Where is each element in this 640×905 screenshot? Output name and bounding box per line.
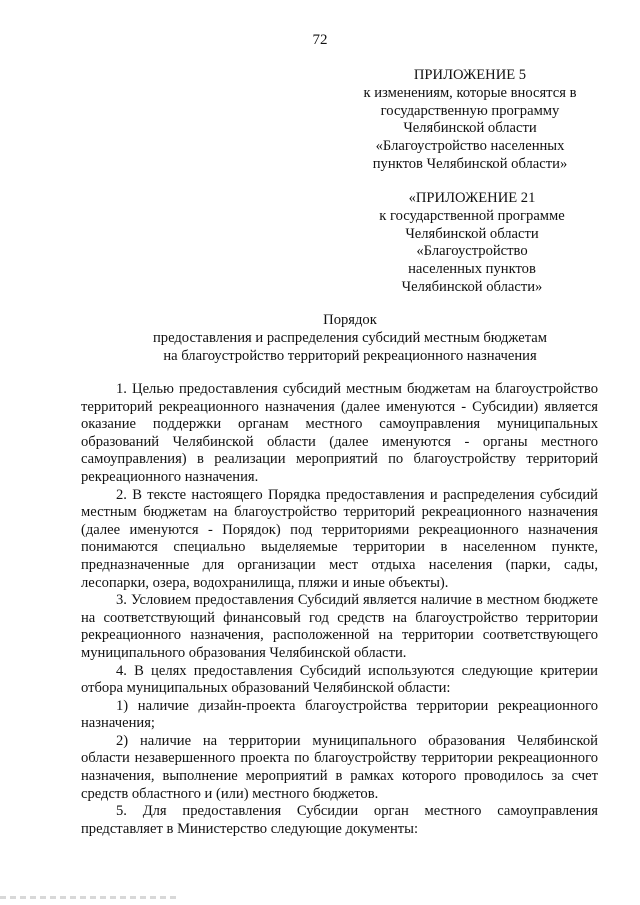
paragraph-1: 1. Целью предоставления субсидий местным бюджетам на благоустройство территорий рекреационного назначения (далее именуются - Субсидии) является оказание поддержки органам местного самоуправления муниципальных образований Челябинской области (далее именуются - органы местного самоуправления) в реализации мероприятий по благоустройству территорий рекреационного назначения. bbox=[81, 381, 598, 485]
appendix-21-line: к государственной программе bbox=[379, 207, 565, 224]
appendix-5-block bbox=[345, 67, 595, 174]
paragraph-2: 2. В тексте настоящего Порядка предоставления и распределения субсидий местным бюджетам на благоустройство территорий рекреационного назначения (далее именуются - Порядок) под территориями рекреационного назначения понимаются специально выделяемые территории в населенном пункте, предназначенные для организации мест отдыха населения (парки, сады, лесопарки, озера, водохранилища, пляжи и иные объекты). bbox=[81, 486, 598, 591]
paragraph-4: 4. В целях предоставления Субсидий используются следующие критерии отбора муниципальных образований Челябинской области: bbox=[81, 662, 598, 697]
appendix-21-block bbox=[362, 190, 582, 297]
document-body bbox=[81, 381, 598, 838]
appendix-5-line: «Благоустройство населенных bbox=[375, 138, 565, 155]
appendix-21-line: «Благоустройство bbox=[416, 243, 528, 260]
appendix-21-heading: «ПРИЛОЖЕНИЕ 21 bbox=[408, 190, 536, 206]
order-title-block bbox=[60, 312, 640, 365]
scan-footer-artifact bbox=[0, 896, 180, 899]
paragraph-4-item-2: 2) наличие на территории муниципального образования Челябинской области незавершенного проекта по благоустройству территории рекреационного назначения, выполнение мероприятий в рамках которого проводилось за счет средств областного и (или) местного бюджетов. bbox=[81, 732, 598, 802]
appendix-21-line: Челябинской области bbox=[405, 225, 539, 242]
paragraph-3: 3. Условием предоставления Субсидий является наличие в местном бюджете на соответствующий финансовый год средств на благоустройство территории рекреационного назначения, расположенной на территории соответствующего муниципального образования Челябинской области. bbox=[81, 592, 598, 661]
appendix-5-line: к изменениям, которые вносятся в bbox=[363, 84, 577, 101]
order-subtitle-line: на благоустройство территорий рекреационного назначения bbox=[163, 347, 537, 364]
appendix-5-heading: ПРИЛОЖЕНИЕ 5 bbox=[413, 67, 527, 83]
page-number: 72 bbox=[312, 32, 328, 48]
order-subtitle-line: предоставления и распределения субсидий местным бюджетам bbox=[152, 329, 548, 346]
appendix-5-line: Челябинской области bbox=[403, 120, 537, 137]
paragraph-4-item-1: 1) наличие дизайн-проекта благоустройства территории рекреационного назначения; bbox=[81, 697, 598, 732]
appendix-21-line: населенных пунктов bbox=[408, 261, 536, 278]
appendix-5-line: государственную программу bbox=[380, 102, 560, 119]
order-title: Порядок bbox=[323, 312, 377, 328]
paragraph-5: 5. Для предоставления Субсидии орган местного самоуправления представляет в Министерство следующие документы: bbox=[81, 803, 598, 837]
appendix-21-line: Челябинской области» bbox=[401, 278, 543, 295]
appendix-5-line: пунктов Челябинской области» bbox=[372, 155, 568, 172]
